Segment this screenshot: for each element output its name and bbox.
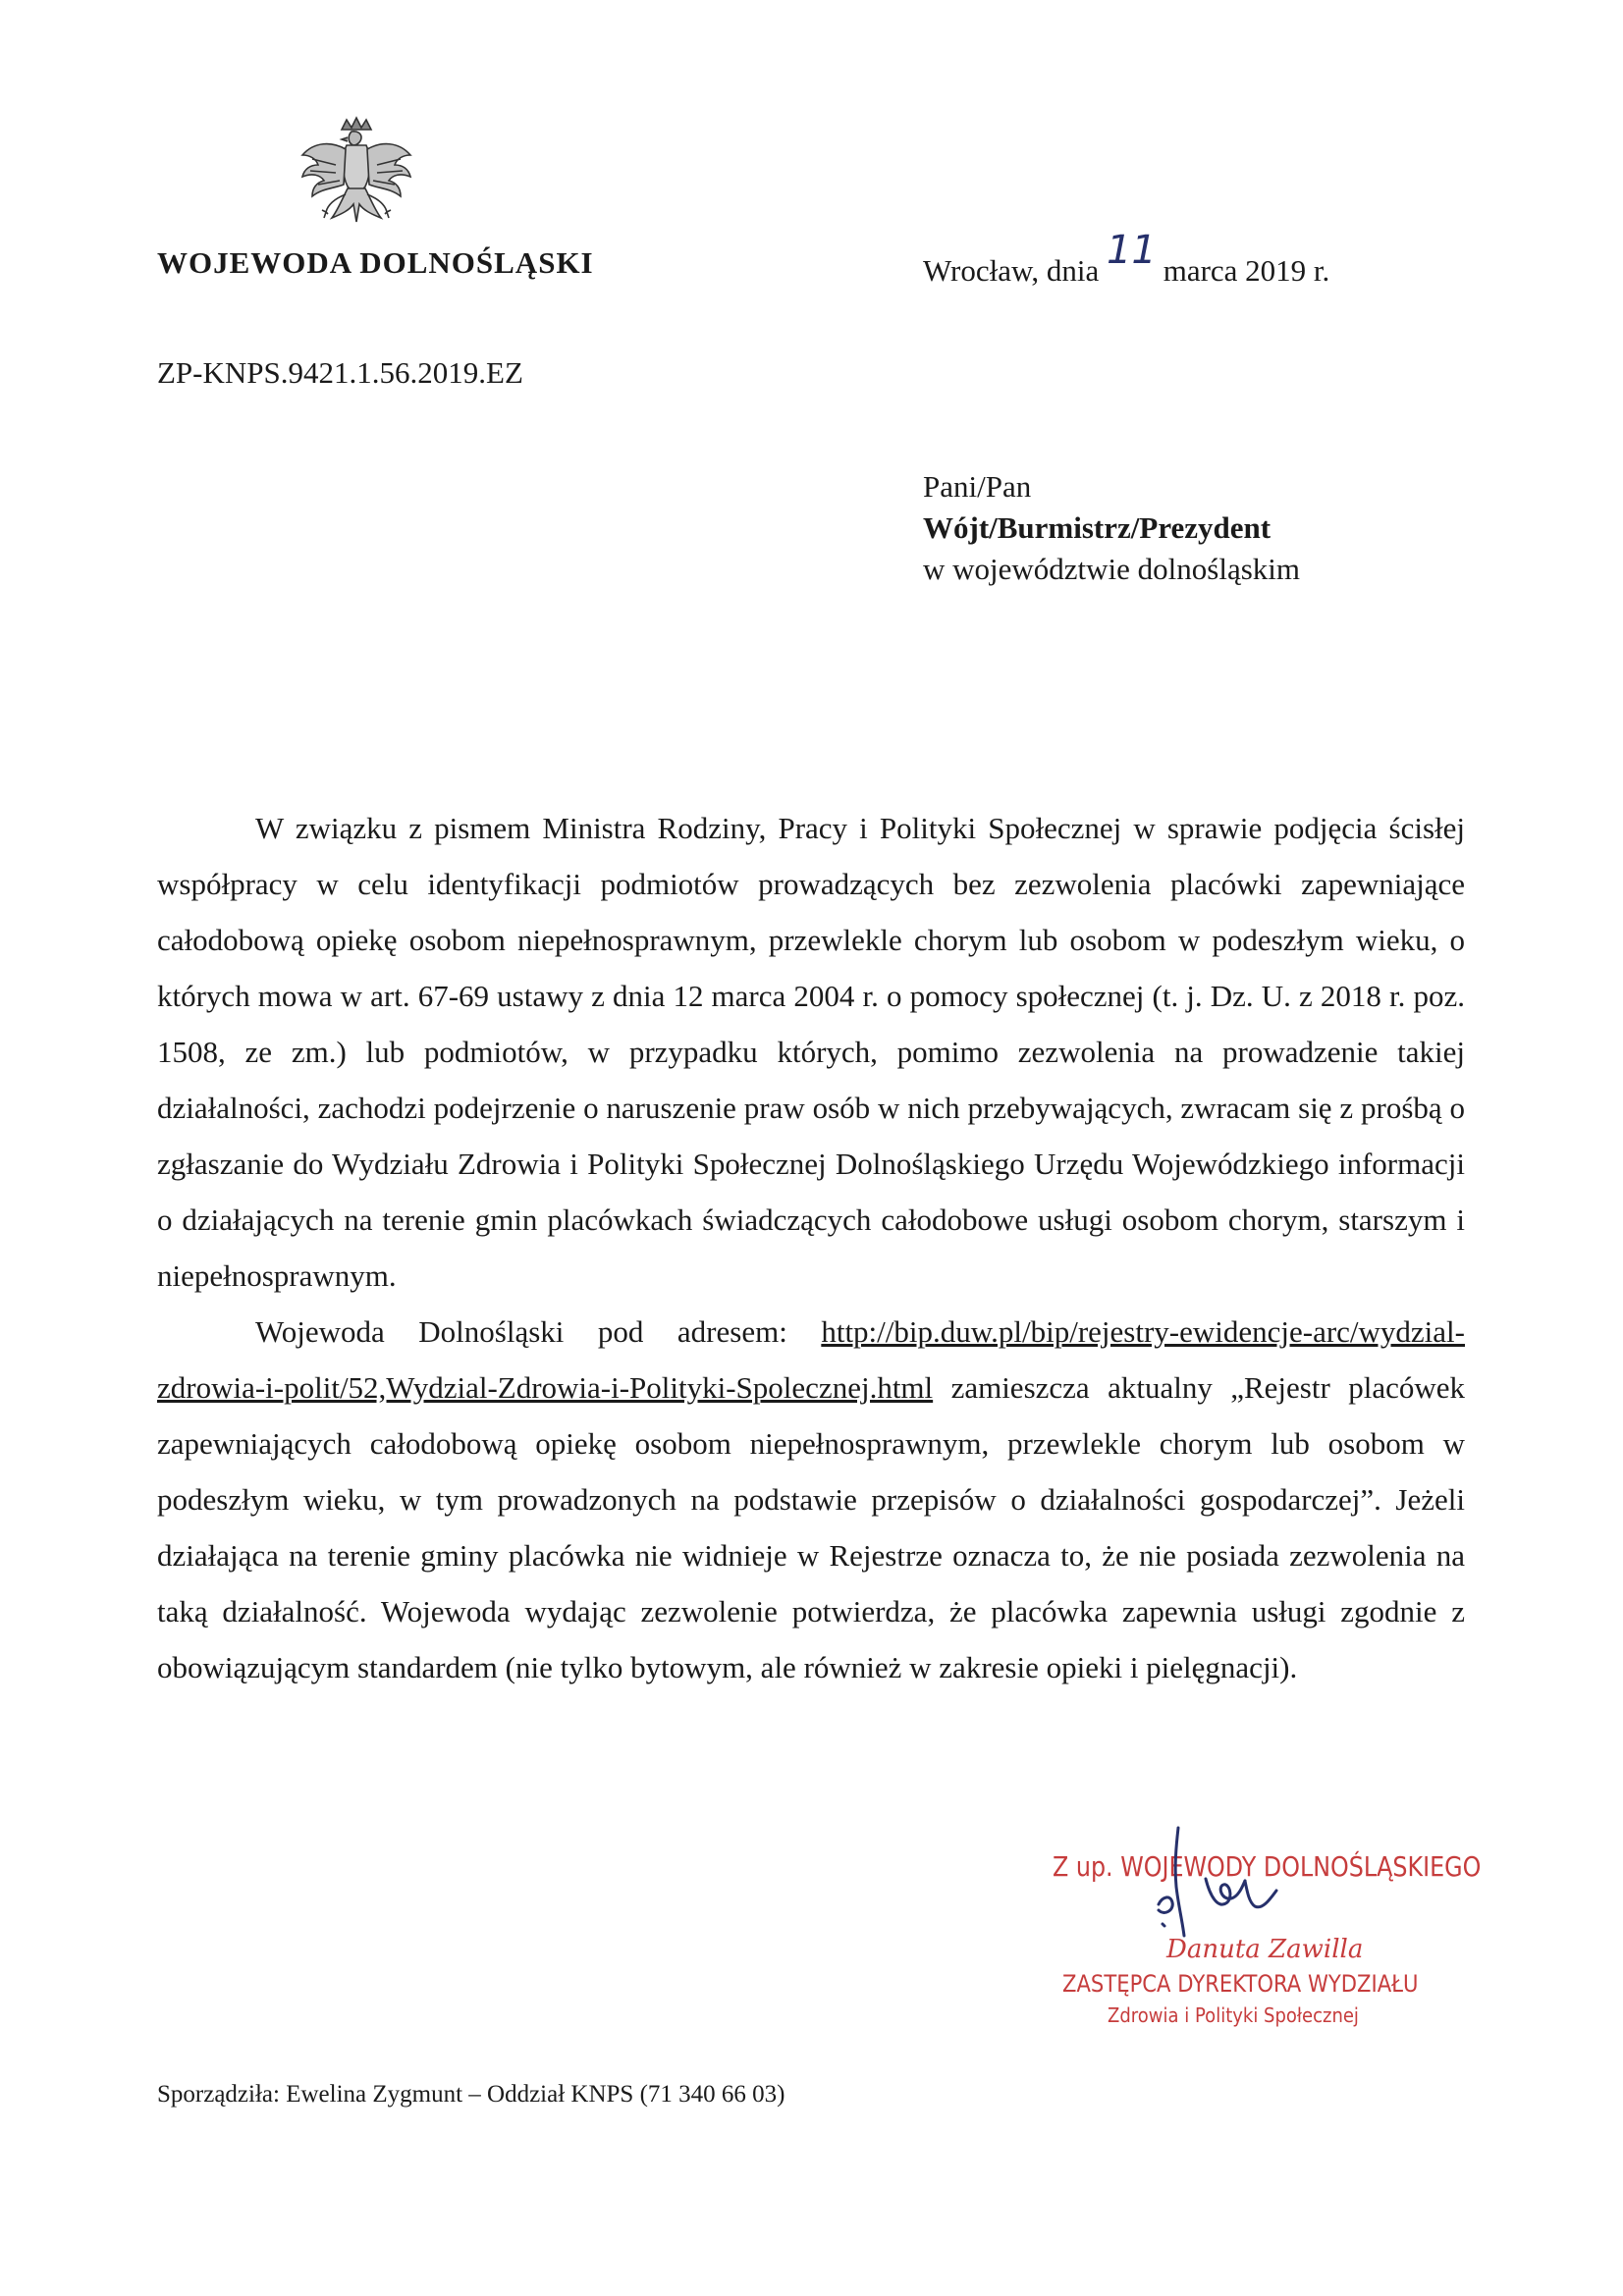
recipient-block	[923, 466, 1300, 590]
issuing-authority: WOJEWODA DOLNOŚLĄSKI	[157, 245, 594, 280]
handwritten-day: 11	[1106, 228, 1157, 273]
prepared-by-note: Sporządziła: Ewelina Zygmunt – Oddział KNPS (71 340 66 03)	[157, 2081, 785, 2108]
body-paragraph-1: W związku z pismem Ministra Rodziny, Pracy i Polityki Społecznej w sprawie podjęcia ścisłej współpracy w celu identyfikacji podmiotów prowadzących bez zezwolenia placówki zapewniające całodobową opiekę osobom niepełnosprawnym, przewlekle chorym lub osobom w podeszłym wieku, o których mowa w art. 67-69 ustawy z dnia 12 marca 2004 r. o pomocy społecznej (t. j. Dz. U. z 2018 r. poz. 1508, ze zm.) lub podmiotów, w przypadku których, pomimo zezwolenia na prowadzenie takiej działalności, zachodzi podejrzenie o naruszenie praw osób w nich przebywających, zwracam się z prośbą o zgłaszanie do Wydziału Zdrowia i Polityki Społecznej Dolnośląskiego Urzędu Wojewódzkiego informacji o działających na terenie gmin placówkach świadczących całodobowe usługi osobom chorym, starszym i niepełnosprawnym.	[157, 811, 1465, 1293]
stamp-signatory-role: ZASTĘPCA DYREKTORA WYDZIAŁU	[1062, 1970, 1419, 1998]
paragraph-2-intro: Wojewoda Dolnośląski pod adresem:	[255, 1314, 822, 1349]
paragraph-2-rest: zamieszcza aktualny „Rejestr placówek zapewniających całodobową opiekę osobom niepełnosprawnym, przewlekle chorym lub osobom w podeszłym wieku, w tym prowadzonych na podstawie przepisów o działalności gospodarczej”. Jeżeli działająca na terenie gminy placówka nie widnieje w Rejestrze oznacza to, że nie posiada zezwolenia na taką działalność. Wojewoda wydając zezwolenie potwierdza, że placówka zapewnia usługi zgodnie z obowiązującym standardem (nie tylko bytowym, ale również w zakresie opieki i pielęgnacji).	[157, 1370, 1465, 1684]
month-year: marca 2019 r.	[1163, 253, 1330, 288]
polish-eagle-emblem-icon	[293, 116, 420, 243]
recipient-salutation: Pani/Pan	[923, 469, 1032, 504]
handwritten-signature-icon	[1119, 1826, 1316, 1944]
stamp-authorization: Z up. WOJEWODY DOLNOŚLĄSKIEGO	[1053, 1850, 1482, 1883]
city-prefix: Wrocław, dnia	[923, 253, 1100, 288]
case-reference-number: ZP-KNPS.9421.1.56.2019.EZ	[157, 355, 523, 390]
recipient-title: Wójt/Burmistrz/Prezydent	[923, 510, 1271, 545]
stamp-signatory-name: Danuta Zawilla	[1166, 1935, 1364, 1964]
stamp-department: Zdrowia i Polityki Społecznej	[1108, 2003, 1359, 2027]
recipient-region: w województwie dolnośląskim	[923, 552, 1301, 586]
body-paragraph-2	[157, 1304, 1465, 1695]
registry-link[interactable]: http://bip.duw.pl/bip/rejestry-ewidencje-arc/wydzial-zdrowia-i-polit/52,Wydzial-Zdrowia-i-Polityki-Spolecznej.html	[157, 1314, 1465, 1405]
place-and-date	[923, 228, 1330, 291]
letter-body	[157, 800, 1465, 1695]
